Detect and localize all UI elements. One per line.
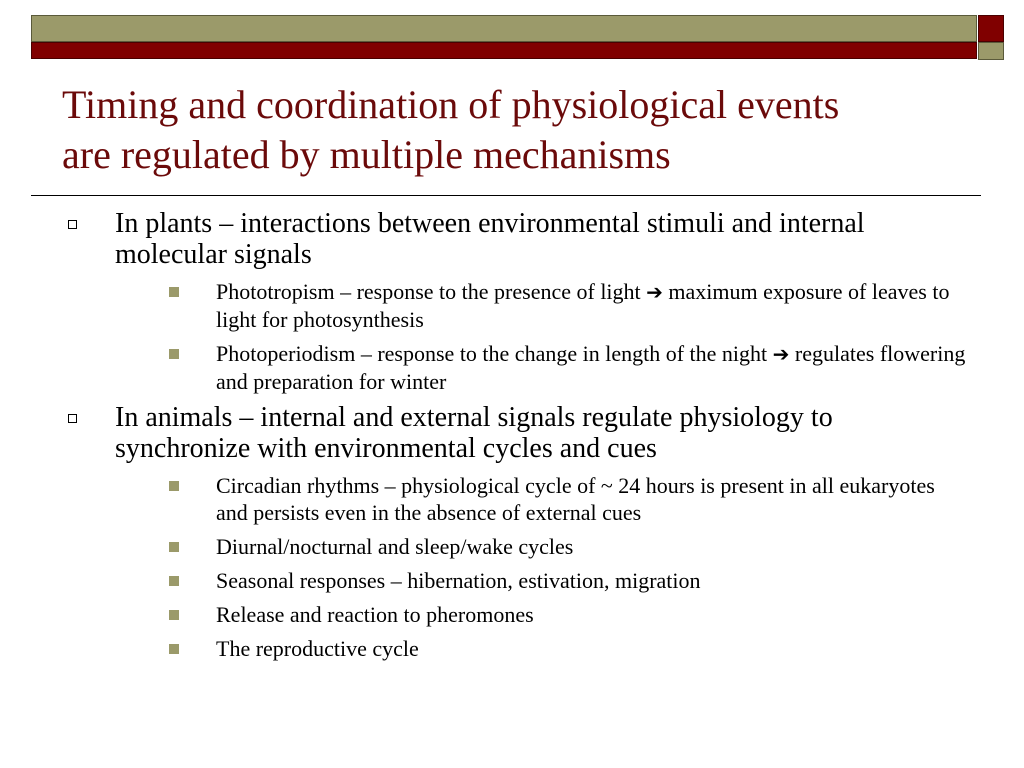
hollow-square-bullet-icon [68,220,77,229]
sublist-item-seasonal [115,567,972,594]
square-bullet-icon [169,610,179,620]
sublist-item-photoperiodism [115,340,972,395]
square-bullet-icon [169,287,179,297]
list-item-text: In animals – internal and external signals regulate physiology to synchronize with environmental cycles and cues [115,402,833,464]
title-line-1: Timing and coordination of physiological events [62,82,840,127]
sublist-item-text: Photoperiodism – response to the change in length of the night [216,341,768,366]
header-square-olive [978,42,1004,60]
sublist-item-reproductive [115,635,972,662]
sublist-item-circadian [115,472,972,526]
title-line-2: are regulated by multiple mechanisms [62,132,671,177]
sublist-item-text: Release and reaction to pheromones [216,602,534,627]
list-item-plants [62,208,972,395]
sublist-animals [115,472,972,662]
right-arrow-icon: ➔ [646,280,663,304]
right-arrow-icon: ➔ [772,342,790,366]
square-bullet-icon [169,481,179,491]
sublist-plants [115,278,972,395]
sublist-item-text-continued: maximum exposure of leaves to light for photosynthesis [216,279,950,332]
sublist-item-diurnal [115,533,972,560]
sublist-item-pheromones [115,601,972,628]
square-bullet-icon [169,542,179,552]
square-bullet-icon [169,349,179,359]
header-bar-olive [31,15,977,42]
sublist-item-text: The reproductive cycle [216,636,419,661]
sublist-item-text: Seasonal responses – hibernation, estivation, migration [216,568,701,593]
header-square-maroon [978,15,1004,42]
list-item-animals [62,402,972,662]
sublist-item-text-continued: regulates flowering and preparation for winter [216,341,966,394]
sublist-item-text: Phototropism – response to the presence of light [216,279,641,304]
sublist-item-text: Diurnal/nocturnal and sleep/wake cycles [216,534,574,559]
sublist-item-text: Circadian rhythms – physiological cycle of ~ 24 hours is present in all eukaryotes and persists even in the absence of external cues [216,473,935,525]
bullet-list [62,208,972,669]
header-bar-maroon [31,42,977,59]
square-bullet-icon [169,576,179,586]
slide-title [62,80,982,180]
hollow-square-bullet-icon [68,414,77,423]
list-item-text: In plants – interactions between environmental stimuli and internal molecular signals [115,208,865,270]
title-divider [31,195,981,196]
square-bullet-icon [169,644,179,654]
sublist-item-phototropism [115,278,972,333]
